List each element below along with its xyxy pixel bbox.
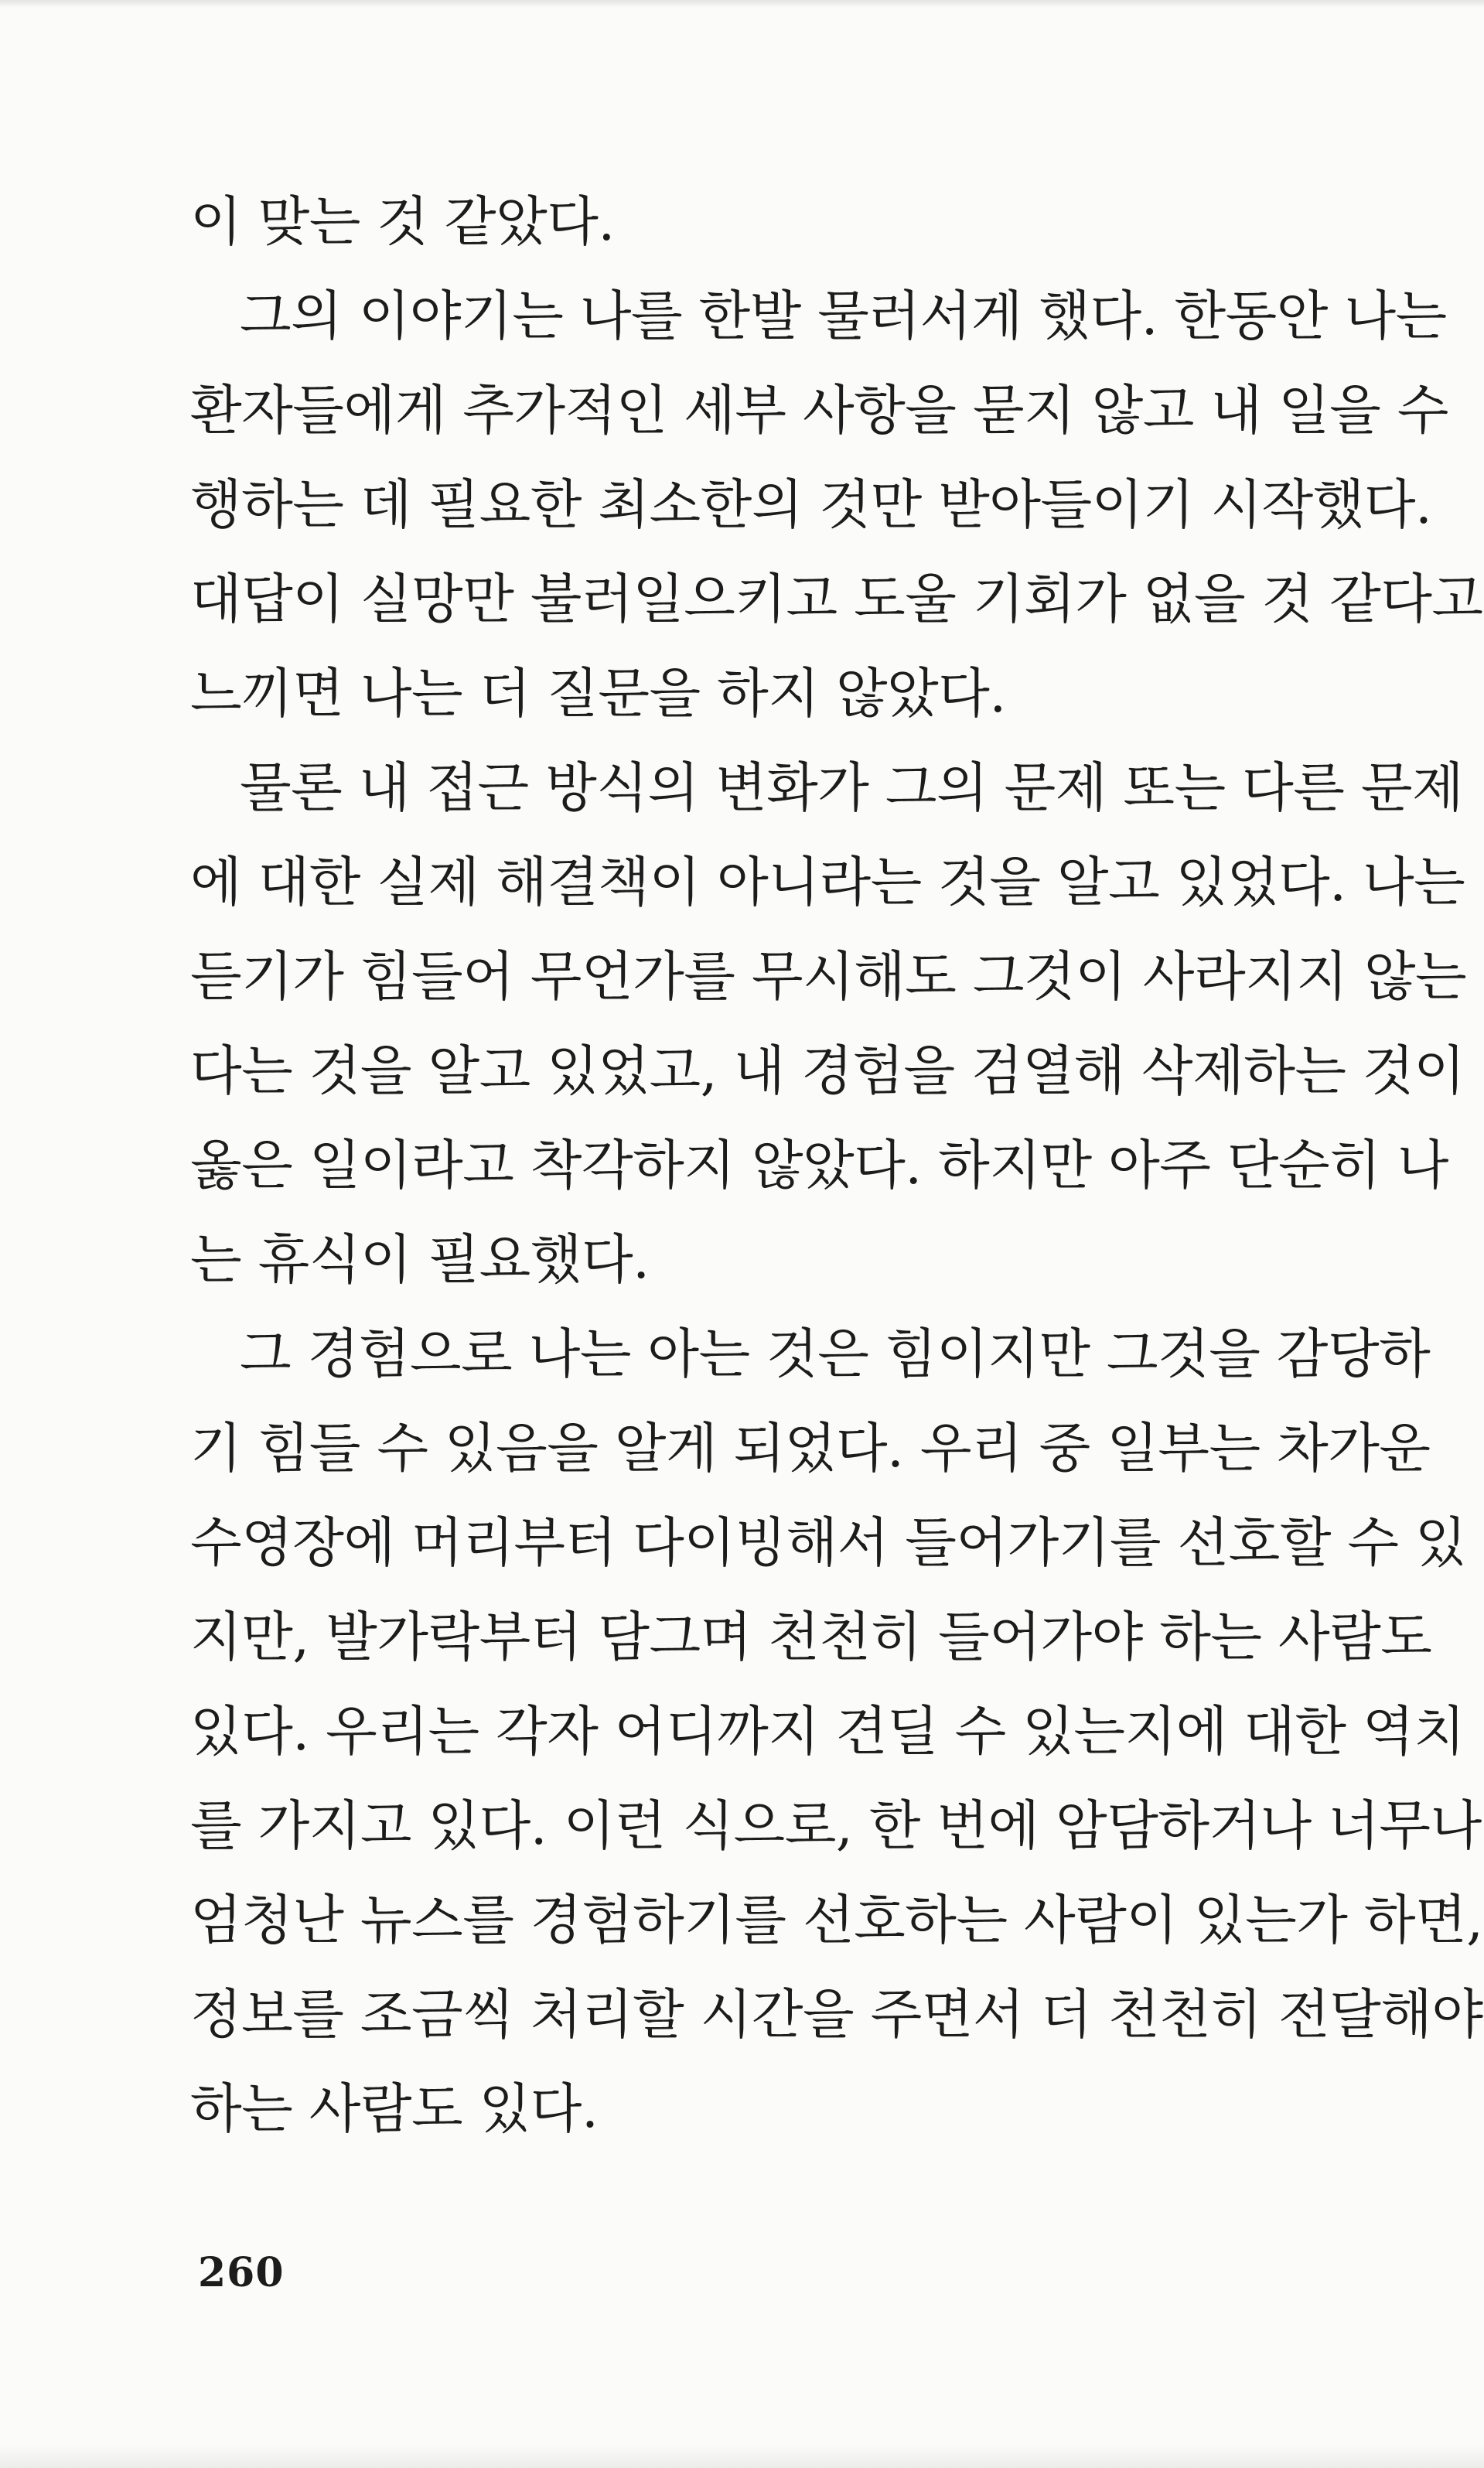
text-line: 기 힘들 수 있음을 알게 되었다. 우리 중 일부는 차가운 — [190, 1418, 1431, 1480]
text-line: 대답이 실망만 불러일으키고 도울 기회가 없을 것 같다고 — [190, 568, 1483, 630]
page-bottom-edge — [0, 2445, 1484, 2468]
text-line: 정보를 조금씩 처리할 시간을 주면서 더 천천히 전달해야 — [190, 1984, 1483, 2046]
text-line: 있다. 우리는 각자 어디까지 견딜 수 있는지에 대한 역치 — [190, 1701, 1465, 1763]
text-line: 하는 사람도 있다. — [190, 2078, 599, 2140]
text-line: 를 가지고 있다. 이런 식으로, 한 번에 암담하거나 너무나 — [190, 1795, 1482, 1857]
paragraph-start-line: 그의 이야기는 나를 한발 물러서게 했다. 한동안 나는 — [240, 285, 1447, 347]
paragraph-start-line: 물론 내 접근 방식의 변화가 그의 문제 또는 다른 문제 — [240, 757, 1464, 819]
text-line: 다는 것을 알고 있었고, 내 경험을 검열해 삭제하는 것이 — [190, 1040, 1465, 1102]
text-line: 옳은 일이라고 착각하지 않았다. 하지만 아주 단순히 나 — [190, 1135, 1448, 1196]
text-line: 느끼면 나는 더 질문을 하지 않았다. — [190, 663, 1006, 725]
text-line: 이 맞는 것 같았다. — [190, 191, 615, 253]
text-line: 는 휴식이 필요했다. — [190, 1229, 650, 1291]
text-line: 지만, 발가락부터 담그며 천천히 들어가야 하는 사람도 — [190, 1606, 1432, 1668]
text-line: 듣기가 힘들어 무언가를 무시해도 그것이 사라지지 않는 — [190, 946, 1467, 1008]
paragraph-start-line: 그 경험으로 나는 아는 것은 힘이지만 그것을 감당하 — [240, 1323, 1431, 1385]
page-number: 260 — [198, 2249, 285, 2296]
text-line: 수영장에 머리부터 다이빙해서 들어가기를 선호할 수 있 — [190, 1512, 1467, 1574]
text-line: 엄청난 뉴스를 경험하기를 선호하는 사람이 있는가 하면, — [190, 1889, 1483, 1951]
text-line: 환자들에게 추가적인 세부 사항을 묻지 않고 내 일을 수 — [190, 380, 1448, 442]
text-line: 에 대한 실제 해결책이 아니라는 것을 알고 있었다. 나는 — [190, 852, 1465, 913]
text-line: 행하는 데 필요한 최소한의 것만 받아들이기 시작했다. — [190, 474, 1432, 536]
body-text — [190, 175, 1483, 2156]
page-top-edge — [0, 0, 1484, 8]
